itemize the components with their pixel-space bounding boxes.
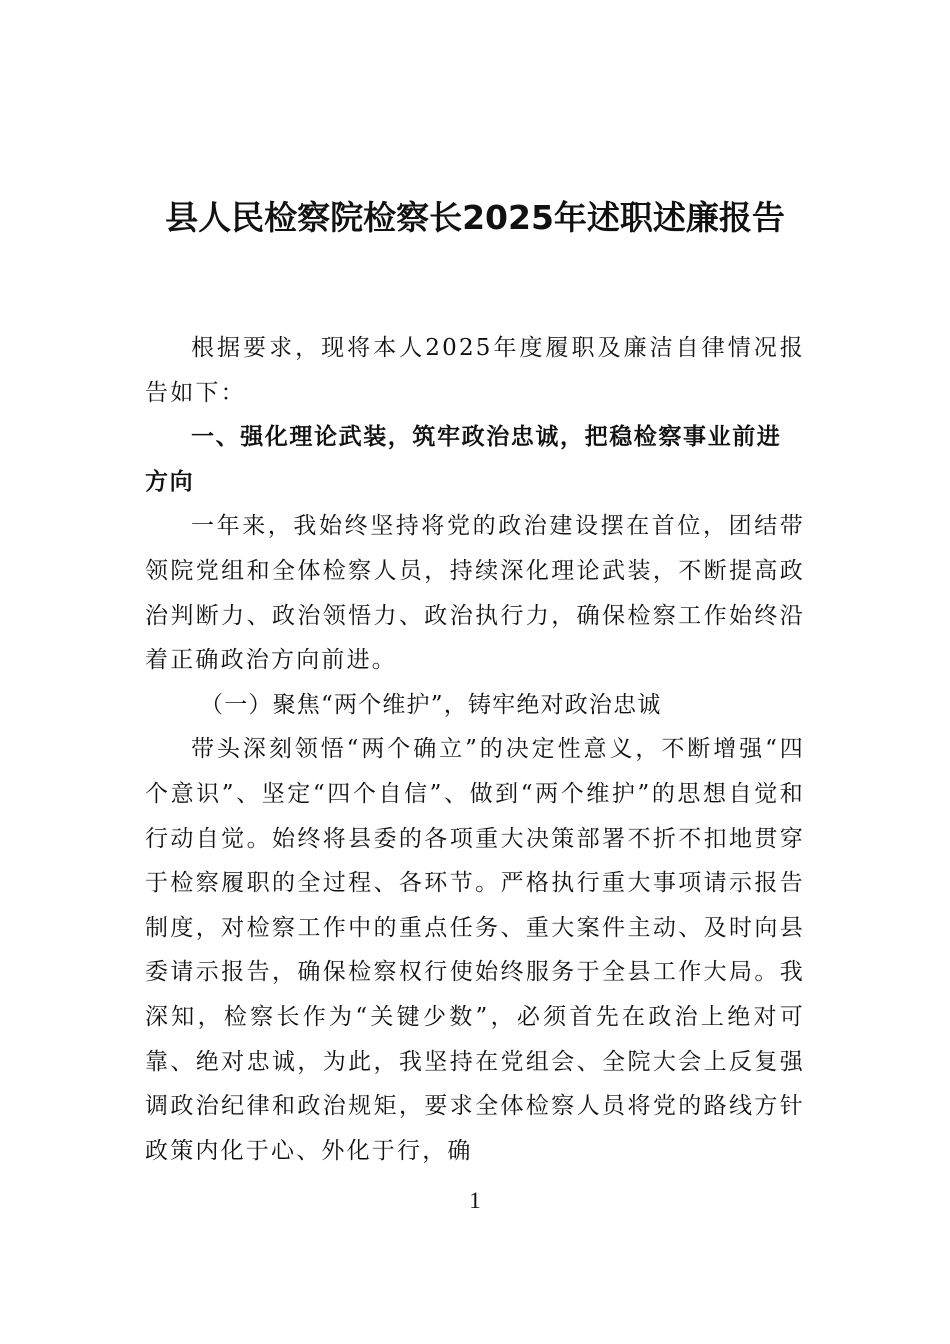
section-1-paragraph: 一年来，我始终坚持将党的政治建设摆在首位，团结带领院党组和全体检察人员，持续深化理论武装，不断提高政治判断力、政治领悟力、政治执行力，确保检察工作始终沿着正确政治方向前进。 [145, 513, 805, 674]
document-title: 县人民检察院检察长2025年述职述廉报告 [165, 198, 785, 237]
section-heading-1: 一、强化理论武装，筑牢政治忠诚，把稳检察事业前进方向 [145, 424, 782, 495]
intro-paragraph: 根据要求，现将本人2025年度履职及廉洁自律情况报告如下： [145, 335, 805, 406]
page-number: 1 [469, 1188, 481, 1213]
document-body [145, 326, 805, 1173]
subsection-1-1-paragraph: 带头深刻领悟“两个确立”的决定性意义，不断增强“四个意识”、坚定“四个自信”、做到“两个维护”的思想自觉和行动自觉。始终将县委的各项重大决策部署不折不扣地贯穿于检察履职的全过程、各环节。严格执行重大事项请示报告制度，对检察工作中的重点任务、重大案件主动、及时向县委请示报告，确保检察权行使始终服务于全县工作大局。我深知，检察长作为“关键少数”，必须首先在政治上绝对可靠、绝对忠诚，为此，我坚持在党组会、全院大会上反复强调政治纪律和政治规矩，要求全体检察人员将党的路线方针政策内化于心、外化于行，确 [145, 736, 805, 1164]
subsection-heading-1-1: （一）聚焦“两个维护”，铸牢绝对政治忠诚 [200, 691, 662, 718]
